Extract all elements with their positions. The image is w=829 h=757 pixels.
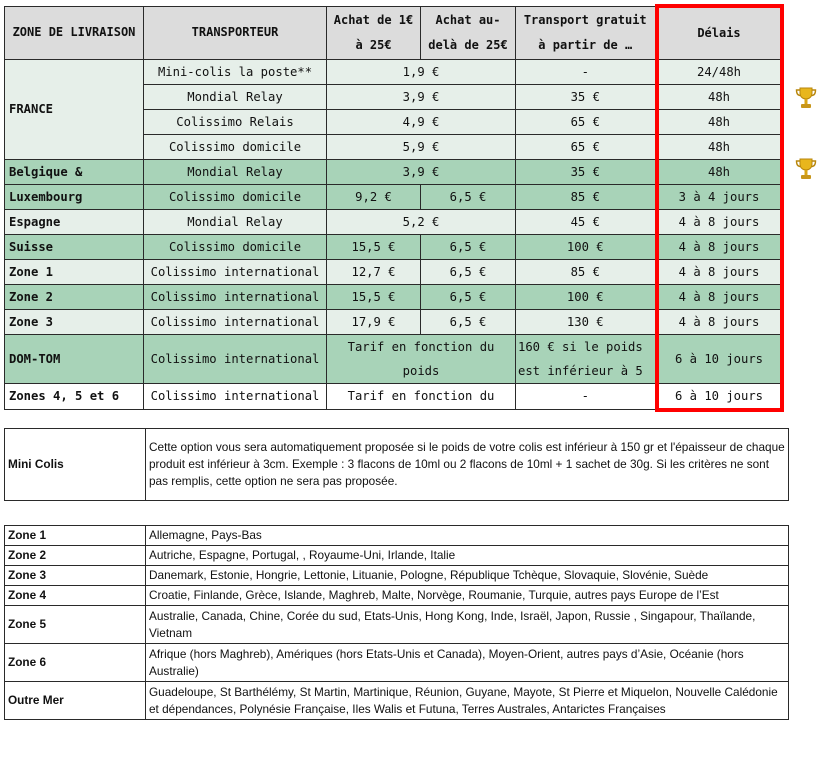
zone-label: Zone 1 [5, 526, 146, 546]
price-over-25-cell: 6,5 € [421, 259, 516, 284]
price-cell: 4,9 € [327, 109, 516, 134]
table-row [5, 682, 789, 720]
zone-cell: Zone 1 [5, 259, 144, 284]
zone-label: Zone 3 [5, 566, 146, 586]
price-1-25-cell: 15,5 € [327, 234, 421, 259]
table-row [5, 159, 782, 184]
price-cell: 3,9 € [327, 84, 516, 109]
free-cell: 130 € [516, 309, 657, 334]
zone-cell: Belgique & [5, 159, 144, 184]
zone-countries: Australie, Canada, Chine, Corée du sud, Etats-Unis, Hong Kong, Inde, Israël, Japon, Russie , Singapour, Thaïlande, Vietnam [146, 606, 789, 644]
price-over-25-cell: 6,5 € [421, 234, 516, 259]
delay-cell: 3 à 4 jours [657, 184, 782, 209]
free-cell: - [516, 383, 657, 410]
table-row [5, 284, 782, 309]
delay-cell: 6 à 10 jours [657, 383, 782, 410]
price-1-25-cell: 15,5 € [327, 284, 421, 309]
header-buy-over-25-line2: delà de 25€ [428, 37, 508, 52]
header-buy-1-25-line1: Achat de 1€ [333, 12, 414, 27]
zone-countries: Danemark, Estonie, Hongrie, Lettonie, Lituanie, Pologne, République Tchèque, Slovaquie, Slovénie, Suède [146, 566, 789, 586]
zone-label: Zone 6 [5, 644, 146, 682]
free-cell [516, 334, 657, 383]
table-row [5, 383, 782, 410]
header-free-line2: à partir de … [538, 37, 633, 52]
carrier-cell: Mondial Relay [144, 84, 327, 109]
carrier-cell: Mondial Relay [144, 159, 327, 184]
zone-label: Zone 5 [5, 606, 146, 644]
carrier-cell: Colissimo international [144, 383, 327, 410]
delay-cell: 48h [657, 159, 782, 184]
table-row [5, 309, 782, 334]
table-row [5, 429, 789, 501]
zone-countries: Allemagne, Pays-Bas [146, 526, 789, 546]
table-row [5, 259, 782, 284]
carrier-cell: Colissimo international [144, 259, 327, 284]
price-line1: Tarif en fonction du [347, 339, 495, 354]
carrier-cell: Colissimo domicile [144, 184, 327, 209]
free-cell: 100 € [516, 284, 657, 309]
carrier-cell: Colissimo international [144, 334, 327, 383]
carrier-cell: Mini-colis la poste** [144, 59, 327, 84]
header-buy-over-25 [421, 6, 516, 59]
delay-cell: 48h [657, 134, 782, 159]
table-row [5, 546, 789, 566]
header-carrier: TRANSPORTEUR [144, 6, 327, 59]
price-cell: 1,9 € [327, 59, 516, 84]
zone-cell: Espagne [5, 209, 144, 234]
table-row [5, 644, 789, 682]
free-cell: - [516, 59, 657, 84]
table-row [5, 59, 782, 84]
price-1-25-cell: 12,7 € [327, 259, 421, 284]
mini-colis-label: Mini Colis [5, 429, 146, 501]
price-line2: poids [402, 363, 440, 378]
header-free-shipping [516, 6, 657, 59]
table-row [5, 566, 789, 586]
table-row [5, 209, 782, 234]
free-cell: 65 € [516, 109, 657, 134]
zone-cell: Zones 4, 5 et 6 [5, 383, 144, 410]
zone-cell: FRANCE [5, 59, 144, 159]
price-1-25-cell: 9,2 € [327, 184, 421, 209]
carrier-cell: Mondial Relay [144, 209, 327, 234]
table-row [5, 586, 789, 606]
carrier-cell: Colissimo domicile [144, 134, 327, 159]
free-cell: 45 € [516, 209, 657, 234]
zones-table [4, 525, 789, 720]
header-buy-1-25-line2: à 25€ [355, 37, 392, 52]
shipping-table [4, 4, 784, 412]
free-cell: 35 € [516, 159, 657, 184]
price-cell [327, 334, 516, 383]
zone-countries: Autriche, Espagne, Portugal, , Royaume-Uni, Irlande, Italie [146, 546, 789, 566]
zone-cell: Zone 2 [5, 284, 144, 309]
delay-cell: 6 à 10 jours [657, 334, 782, 383]
zone-cell: Suisse [5, 234, 144, 259]
table-row [5, 526, 789, 546]
table-header-row [5, 6, 782, 59]
table-row [5, 234, 782, 259]
header-buy-over-25-line1: Achat au- [435, 12, 501, 27]
zone-countries: Guadeloupe, St Barthélémy, St Martin, Martinique, Réunion, Guyane, Mayote, St Pierre et Miquelon, Nouvelle Calédonie et dépendances, Polynésie Française, Iles Walis et Futuna, Terres Australes, Antarictes Françaises [146, 682, 789, 720]
header-buy-1-25 [327, 6, 421, 59]
zone-cell: Zone 3 [5, 309, 144, 334]
zone-countries: Croatie, Finlande, Grèce, Islande, Maghreb, Malte, Norvège, Roumanie, Turquie, autres pays Europe de l’Est [146, 586, 789, 606]
delay-cell: 48h [657, 84, 782, 109]
price-cell: 3,9 € [327, 159, 516, 184]
zone-cell: Luxembourg [5, 184, 144, 209]
header-free-line1: Transport gratuit [523, 12, 647, 27]
trophy-icon [795, 86, 817, 110]
delay-cell: 4 à 8 jours [657, 309, 782, 334]
table-row [5, 334, 782, 383]
price-cell: 5,2 € [327, 209, 516, 234]
price-over-25-cell: 6,5 € [421, 284, 516, 309]
carrier-cell: Colissimo international [144, 309, 327, 334]
header-delay: Délais [657, 6, 782, 59]
free-cell: 85 € [516, 184, 657, 209]
price-over-25-cell: 6,5 € [421, 184, 516, 209]
delay-cell: 4 à 8 jours [657, 234, 782, 259]
mini-colis-text: Cette option vous sera automatiquement proposée si le poids de votre colis est inférieur à 150 gr et l'épaisseur de chaque produit est inférieur à 3cm. Exemple : 3 flacons de 10ml ou 2 flacons de 10ml + 1 sachet de 30g. Si les critères ne sont pas remplis, cette option ne sera pas proposée. [146, 429, 789, 501]
free-cell: 85 € [516, 259, 657, 284]
price-cell: 5,9 € [327, 134, 516, 159]
zone-label: Outre Mer [5, 682, 146, 720]
price-over-25-cell: 6,5 € [421, 309, 516, 334]
delay-cell: 4 à 8 jours [657, 259, 782, 284]
delay-cell: 4 à 8 jours [657, 284, 782, 309]
free-cell: 65 € [516, 134, 657, 159]
trophy-icon [795, 157, 817, 181]
mini-colis-table [4, 428, 789, 501]
zone-label: Zone 2 [5, 546, 146, 566]
carrier-cell: Colissimo Relais [144, 109, 327, 134]
free-cell: 35 € [516, 84, 657, 109]
delay-cell: 48h [657, 109, 782, 134]
table-row [5, 606, 789, 644]
delay-cell: 24/48h [657, 59, 782, 84]
zone-label: Zone 4 [5, 586, 146, 606]
free-line2: est inférieur à 5 [518, 363, 643, 378]
zone-cell: DOM-TOM [5, 334, 144, 383]
free-line1: 160 € si le poids [518, 339, 643, 354]
table-row [5, 184, 782, 209]
price-cell: Tarif en fonction du [327, 383, 516, 410]
carrier-cell: Colissimo international [144, 284, 327, 309]
price-1-25-cell: 17,9 € [327, 309, 421, 334]
header-zone: ZONE DE LIVRAISON [5, 6, 144, 59]
zone-countries: Afrique (hors Maghreb), Amériques (hors Etats-Unis et Canada), Moyen-Orient, autres pays d’Asie, Océanie (hors Australie) [146, 644, 789, 682]
carrier-cell: Colissimo domicile [144, 234, 327, 259]
free-cell: 100 € [516, 234, 657, 259]
delay-cell: 4 à 8 jours [657, 209, 782, 234]
